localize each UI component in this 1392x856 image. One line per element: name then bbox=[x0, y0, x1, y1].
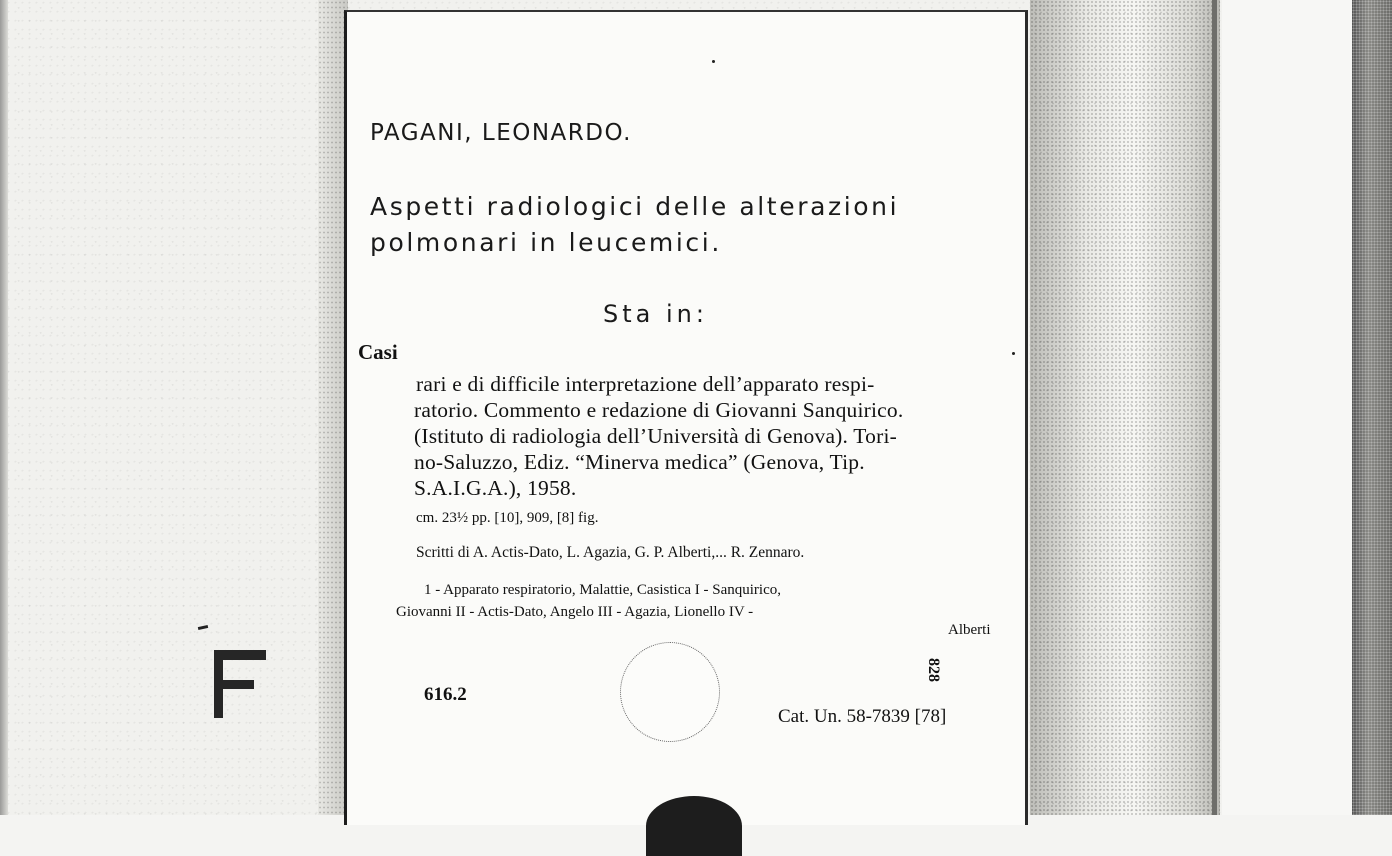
card-title-line-1: Aspetti radiologici delle alterazioni bbox=[370, 192, 900, 221]
right-edge bbox=[1352, 0, 1392, 815]
punch-hole bbox=[620, 642, 720, 742]
vertical-number: 828 bbox=[925, 658, 942, 682]
right-page bbox=[1222, 0, 1352, 815]
stray-dot bbox=[1012, 352, 1015, 355]
punch-hole-lower bbox=[646, 796, 742, 856]
body-line-4: no-Saluzzo, Ediz. “Minerva medica” (Genova, Tip. bbox=[414, 450, 865, 474]
right-card-stack bbox=[1030, 0, 1220, 815]
series-word: Casi bbox=[358, 340, 398, 364]
body-line-3: (Istituto di radiologia dell’Università di Genova). Tori- bbox=[414, 424, 897, 448]
class-number: 616.2 bbox=[424, 684, 467, 705]
left-edge bbox=[0, 0, 8, 815]
body-line-1: rari e di difficile interpretazione dell’apparato respi- bbox=[416, 372, 875, 396]
tracing-line-2: Giovanni II - Actis-Dato, Angelo III - Agazia, Lionello IV - bbox=[396, 604, 754, 620]
body-line-5: S.A.I.G.A.), 1958. bbox=[414, 476, 577, 500]
collation: cm. 23½ pp. [10], 909, [8] fig. bbox=[416, 510, 599, 526]
card-heading: PAGANI, LEONARDO. bbox=[370, 120, 632, 146]
right-divider bbox=[1212, 0, 1217, 815]
stray-dot bbox=[712, 60, 715, 63]
tracing-end: Alberti bbox=[948, 622, 991, 638]
card-title-line-2: polmonari in leucemici. bbox=[370, 228, 722, 257]
in-label: Sta in: bbox=[603, 300, 708, 328]
stamp-letter-f bbox=[208, 640, 270, 720]
authors-note: Scritti di A. Actis-Dato, L. Agazia, G. P. Alberti,... R. Zennaro. bbox=[416, 544, 805, 561]
tracing-line-1: 1 - Apparato respiratorio, Malattie, Casistica I - Sanquirico, bbox=[424, 582, 781, 598]
catalog-number: Cat. Un. 58-7839 [78] bbox=[778, 706, 947, 727]
body-line-2: ratorio. Commento e redazione di Giovanni Sanquirico. bbox=[414, 398, 904, 422]
